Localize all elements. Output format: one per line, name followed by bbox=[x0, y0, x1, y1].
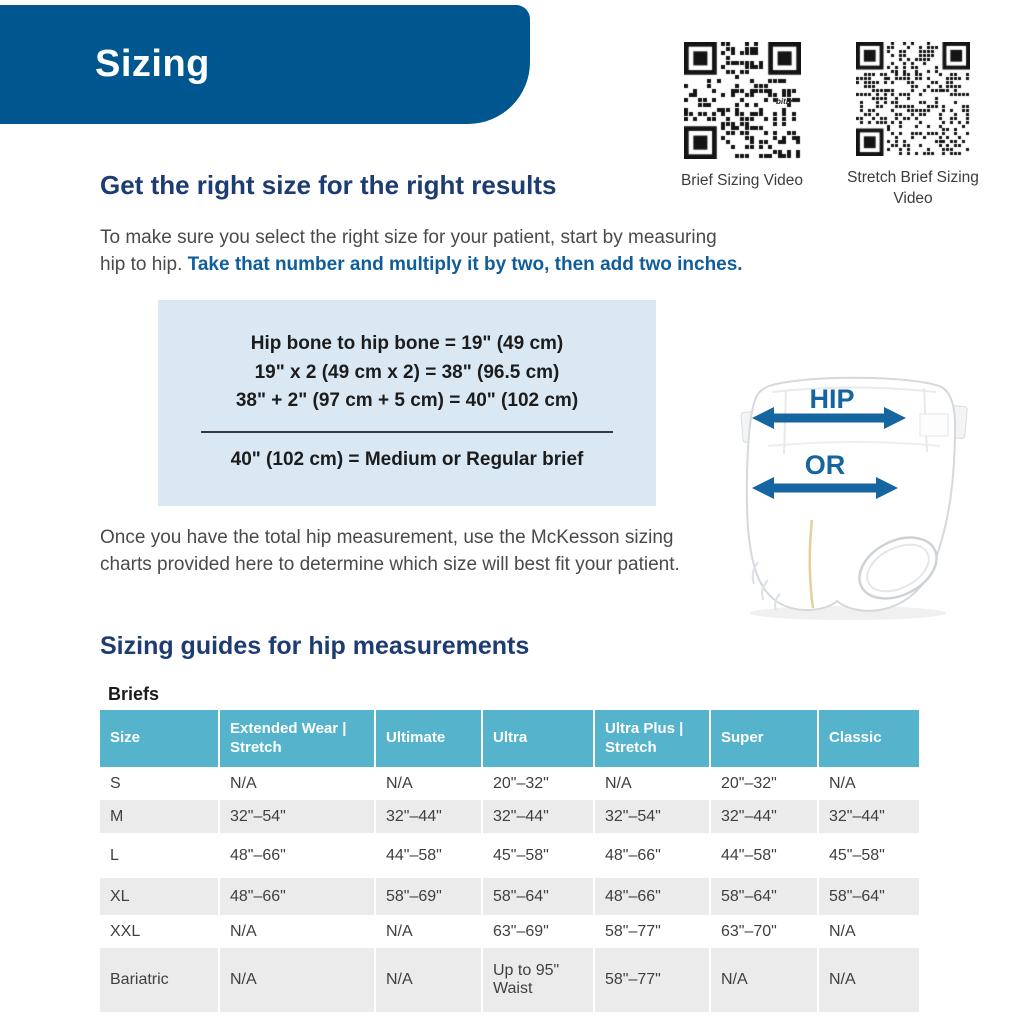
table-cell: 48"–66" bbox=[605, 846, 661, 864]
table-cell: 44"–58" bbox=[386, 846, 442, 864]
page-banner bbox=[0, 5, 530, 124]
briefs-sizing-table bbox=[100, 710, 909, 1012]
table-cell: 58"–77" bbox=[605, 922, 661, 940]
table-cell: 58"–64" bbox=[819, 878, 919, 915]
calculation-example-box bbox=[158, 300, 656, 506]
row-size-label: XL bbox=[100, 878, 218, 915]
table-cell: 32"–54" bbox=[595, 800, 709, 833]
table-cell: 32"–44" bbox=[483, 800, 593, 833]
brief-fastener-tab bbox=[920, 414, 948, 436]
table-cell: N/A bbox=[220, 948, 374, 1012]
calc-line-3: 38" + 2" (97 cm + 5 cm) = 40" (102 cm) bbox=[235, 390, 579, 411]
column-header-4: Ultra Plus | Stretch bbox=[595, 710, 709, 767]
row-size-label: M bbox=[100, 800, 218, 833]
table-cell: 48"–66" bbox=[595, 878, 709, 915]
table-cell: N/A bbox=[829, 922, 856, 940]
column-header-2: Ultimate bbox=[376, 710, 481, 767]
table-cell: N/A bbox=[819, 948, 919, 1012]
intro-text: To make sure you select the right size for your patient, start by measuring hip to hip. bbox=[100, 227, 717, 275]
hip-label: HIP bbox=[809, 384, 855, 414]
table-cell: N/A bbox=[605, 774, 632, 792]
table-row bbox=[100, 767, 909, 800]
calc-line-2: 19" x 2 (49 cm x 2) = 38" (96.5 cm) bbox=[254, 361, 560, 383]
table-cell: 58"–77" bbox=[595, 948, 709, 1012]
table-row bbox=[100, 948, 909, 1012]
calc-divider bbox=[201, 431, 613, 433]
table-cell: 58"–64" bbox=[711, 878, 817, 915]
intro-text-emphasis: Take that number and multiply it by two, then add two inches. bbox=[187, 254, 743, 275]
qr-code-stretch-brief-sizing-icon bbox=[856, 42, 970, 156]
calc-result-medium: Medium bbox=[364, 448, 437, 470]
table-cell: Up to 95" Waist bbox=[483, 948, 593, 1012]
column-header-size: Size bbox=[100, 710, 218, 767]
table-cell: N/A bbox=[829, 774, 856, 792]
calc-line-1: Hip bone to hip bone = 19" (49 cm) bbox=[250, 333, 564, 354]
table-cell: 48"–66" bbox=[220, 878, 374, 915]
table-cell: 63"–70" bbox=[721, 922, 777, 940]
calc-result-prefix: 40" (102 cm) = bbox=[230, 448, 365, 470]
table-cell: 45"–58" bbox=[829, 846, 885, 864]
brief-measurement-diagram bbox=[728, 362, 980, 622]
table-cell: 32"–44" bbox=[711, 800, 817, 833]
calc-result-suffix: brief bbox=[536, 448, 584, 470]
table-cell: 32"–44" bbox=[376, 800, 481, 833]
table-cell: 32"–44" bbox=[819, 800, 919, 833]
section-heading-sizing-guides: Sizing guides for hip measurements bbox=[100, 632, 530, 660]
column-header-3: Ultra bbox=[483, 710, 593, 767]
column-header-5: Super bbox=[711, 710, 817, 767]
outro-paragraph: Once you have the total hip measurement, use the McKesson sizing charts provided here to determine which size will best fit your patient. bbox=[100, 527, 680, 575]
column-header-6: Classic bbox=[819, 710, 919, 767]
table-subheading-briefs: Briefs bbox=[108, 684, 160, 704]
table-row bbox=[100, 800, 909, 833]
table-cell: 45"–58" bbox=[493, 846, 549, 864]
table-row bbox=[100, 915, 909, 948]
row-size-label: XXL bbox=[110, 922, 141, 940]
column-header-1: Extended Wear | Stretch bbox=[220, 710, 374, 767]
calc-result-line bbox=[158, 449, 656, 471]
table-cell: 63"–69" bbox=[493, 922, 549, 940]
calc-result-regular: Regular bbox=[466, 448, 537, 470]
row-size-label: S bbox=[110, 774, 121, 792]
qr-figure-brief bbox=[662, 42, 822, 192]
table-cell: N/A bbox=[386, 774, 413, 792]
table-row bbox=[100, 878, 909, 915]
page-title: Sizing bbox=[95, 43, 210, 85]
section-heading-right-size: Get the right size for the right results bbox=[100, 170, 557, 200]
row-size-label: L bbox=[110, 846, 119, 864]
or-label: OR bbox=[804, 450, 846, 480]
row-size-label: Bariatric bbox=[100, 948, 218, 1012]
table-header-row bbox=[100, 710, 909, 767]
table-cell: 48"–66" bbox=[230, 846, 286, 864]
calc-result-or: or bbox=[436, 448, 467, 470]
qr-caption-brief: Brief Sizing Video bbox=[680, 172, 804, 189]
table-cell: 44"–58" bbox=[721, 846, 777, 864]
table-cell: N/A bbox=[230, 774, 257, 792]
bitly-logo: bitly bbox=[776, 97, 793, 106]
table-row bbox=[100, 833, 909, 878]
table-cell: 20"–32" bbox=[493, 774, 549, 792]
table-cell: N/A bbox=[711, 948, 817, 1012]
qr-figure-stretch bbox=[832, 42, 994, 210]
qr-caption-stretch: Stretch Brief Sizing Video bbox=[847, 169, 979, 207]
intro-paragraph bbox=[100, 224, 745, 278]
table-cell: 32"–54" bbox=[220, 800, 374, 833]
table-cell: 20"–32" bbox=[721, 774, 777, 792]
table-cell: 58"–64" bbox=[483, 878, 593, 915]
table-cell: N/A bbox=[376, 948, 481, 1012]
table-cell: N/A bbox=[230, 922, 257, 940]
table-cell: 58"–69" bbox=[376, 878, 481, 915]
table-cell: N/A bbox=[386, 922, 413, 940]
